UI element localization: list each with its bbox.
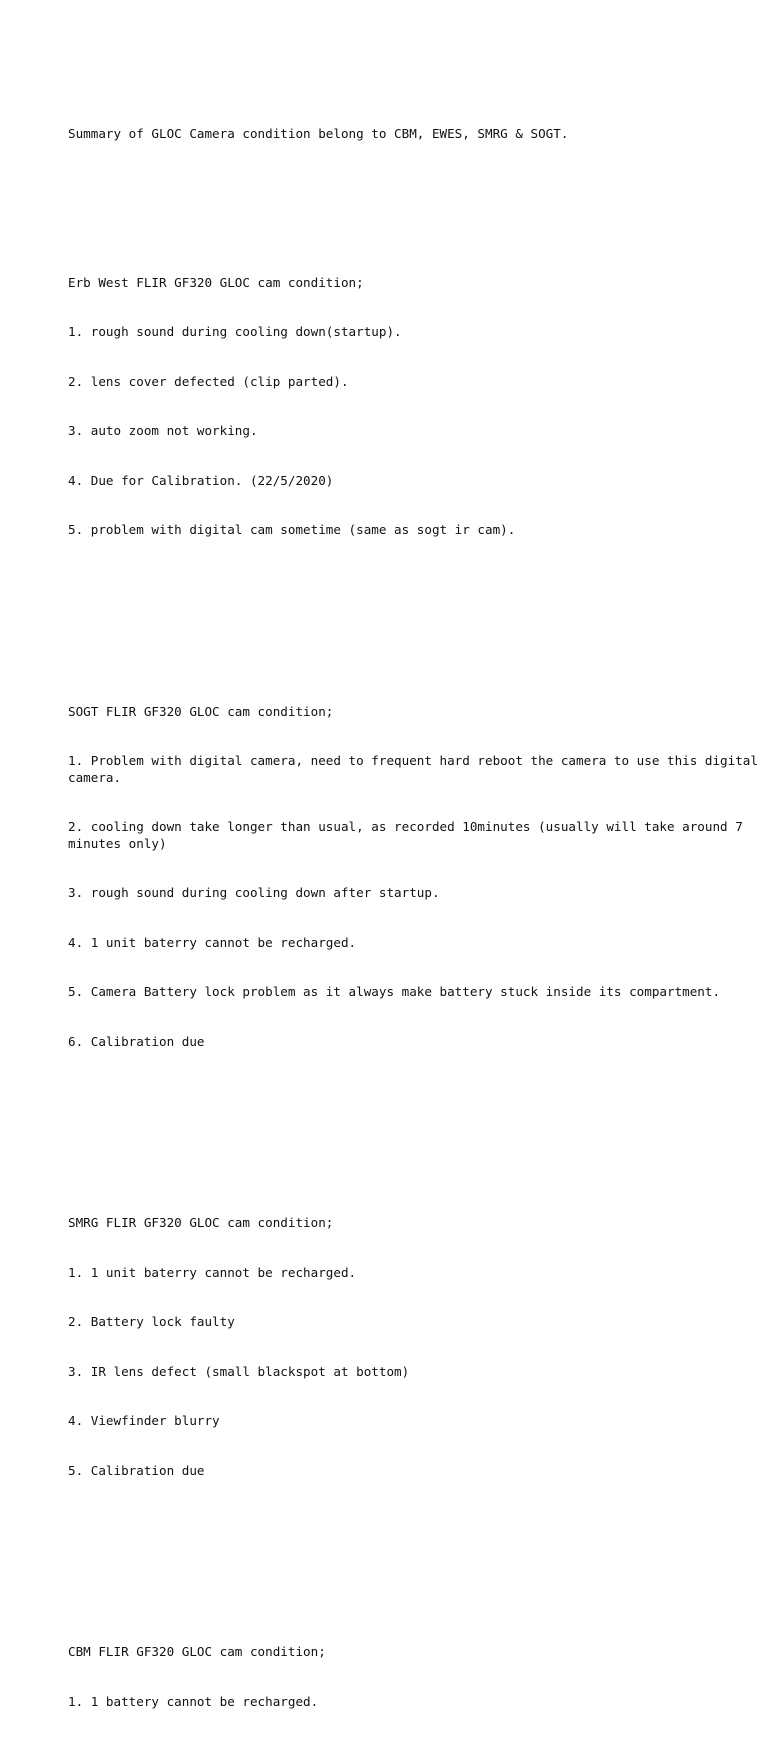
section-heading: SMRG FLIR GF320 GLOC cam condition; xyxy=(68,1215,334,1230)
list-item: 5. Calibration due xyxy=(68,1462,205,1478)
document-page xyxy=(68,93,766,1760)
section-heading: CBM FLIR GF320 GLOC cam condition; xyxy=(68,1644,326,1659)
list-item: 6. Calibration due xyxy=(68,1033,205,1049)
list-item: 4. Due for Calibration. (22/5/2020) xyxy=(68,472,334,488)
blank-line xyxy=(68,176,758,193)
list-item: 1. 1 battery cannot be recharged. xyxy=(68,1693,319,1709)
section-erb-west xyxy=(68,242,758,572)
list-item: 3. rough sound during cooling down after startup. xyxy=(68,885,440,900)
list-item: 2. cooling down take longer than usual, as recorded 10minutes (usually will take around 7 minutes only) xyxy=(68,819,751,851)
list-item: 3. IR lens defect (small blackspot at bottom) xyxy=(68,1363,410,1379)
list-item: 1. Problem with digital camera, need to frequent hard reboot the camera to use this digital camera. xyxy=(68,753,766,785)
section-smrg xyxy=(68,1182,758,1512)
list-item: 5. Camera Battery lock problem as it always make battery stuck inside its compartment. xyxy=(68,984,721,999)
section-cbm xyxy=(68,1611,758,1743)
blank-line xyxy=(68,1545,758,1562)
section-heading: SOGT FLIR GF320 GLOC cam condition; xyxy=(68,703,334,719)
blank-line xyxy=(68,1116,758,1133)
section-sogt xyxy=(68,671,766,1084)
list-item: 1. rough sound during cooling down(startup). xyxy=(68,324,402,339)
list-item: 5. problem with digital cam sometime (same as sogt ir cam). xyxy=(68,522,516,537)
list-item: 2. Battery lock faulty xyxy=(68,1314,235,1329)
list-item: 3. auto zoom not working. xyxy=(68,423,258,438)
list-item: 2. lens cover defected (clip parted). xyxy=(68,373,349,389)
list-item: 1. 1 unit baterry cannot be recharged. xyxy=(68,1264,357,1280)
list-item: 4. Viewfinder blurry xyxy=(68,1413,220,1428)
blank-line xyxy=(68,605,758,622)
list-item: 4. 1 unit baterry cannot be recharged. xyxy=(68,934,357,950)
section-heading: Erb West FLIR GF320 GLOC cam condition; xyxy=(68,274,364,290)
document-title: Summary of GLOC Camera condition belong to CBM, EWES, SMRG & SOGT. xyxy=(68,126,569,141)
